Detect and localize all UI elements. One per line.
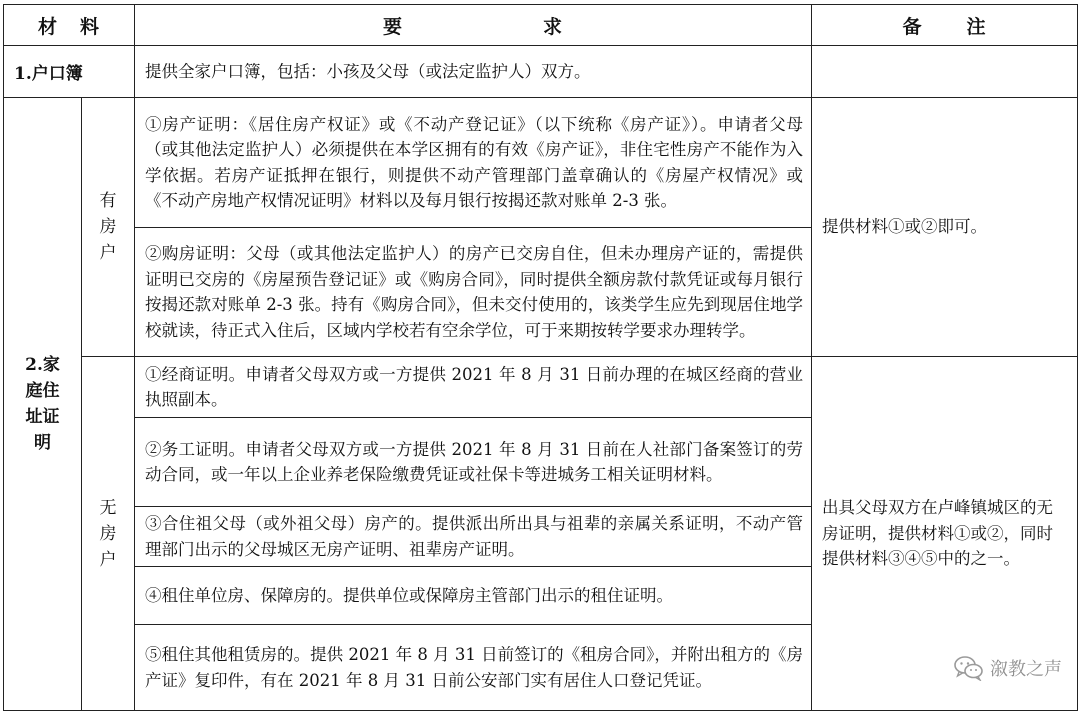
without-house-item-2: ②务工证明。申请者父母双方或一方提供 2021 年 8 月 31 日前在人社部门备案签订的劳动合同，或一年以上企业养老保险缴费凭证或社保卡等进城务工相关证明材料。 [135,418,812,507]
header-remark-char-1: 备 [902,15,923,38]
wechat-icon [954,655,984,681]
without-house-label-char-1: 无 [99,497,117,518]
watermark-text: 溆教之声 [990,659,1062,680]
header-row [4,5,1078,46]
row2-label-line-4: 明 [34,433,51,453]
with-house-item-1: ①房产证明：《居住房产权证》或《不动产登记证》（以下统称《房产证》）。申请者父母（或其他法定监护人）必须提供在本学区拥有的有效《房产证》，非住宅性房产不能作为入学依据。若房产证抵押在银行，则提供不动产管理部门盖章确认的《房屋产权情况》或《不动产房地产权情况证明》材料以及每月银行按揭还款对账单 2-3 张。 [135,98,812,228]
with-house-label [82,98,135,357]
without-house-label-char-3: 户 [99,549,117,570]
row2-label [4,98,82,711]
header-material-char-2: 料 [80,15,101,38]
with-house-item-2: ②购房证明：父母（或其他法定监护人）的房产已交房自住，但未办理房产证的，需提供证明已交房的《房屋预告登记证》或《购房合同》，同时提供全额房款付款凭证或每月银行按揭还款对账单 2-3 张。持有《购房合同》，但未交付使用的，该类学生应先到现居住地学校就读，待正式入住后，区域内学校若有空余学位，可于来期按转学要求办理转学。 [135,228,812,357]
row1-label: 1.户口簿 [4,46,135,98]
header-material-char-1: 材 [37,15,58,38]
row2-label-line-3: 址证 [25,407,60,427]
watermark [954,655,1062,681]
header-requirement [135,5,812,46]
row-household-register [4,46,1078,98]
without-house-remark: 出具父母双方在卢峰镇城区的无房证明，提供材料①或②，同时提供材料③④⑤中的之一。 [812,357,1078,711]
header-requirement-char-2: 求 [543,15,564,38]
row1-remark [812,46,1078,98]
header-remark-char-2: 注 [966,15,987,38]
without-house-label [82,357,135,711]
without-house-item-4: ④租住单位房、保障房的。提供单位或保障房主管部门出示的租住证明。 [135,567,812,625]
header-remark [812,5,1078,46]
row-without-house-item-1 [4,357,1078,418]
with-house-label-char-3: 户 [99,243,117,263]
with-house-remark: 提供材料①或②即可。 [812,98,1078,357]
with-house-label-char-2: 房 [99,217,117,237]
without-house-item-5: ⑤租住其他租赁房的。提供 2021 年 8 月 31 日前签订的《租房合同》，并附出租方的《房产证》复印件，有在 2021 年 8 月 31 日前公安部门实有居住人口登记凭证。 [135,625,812,711]
row1-text: 提供全家户口簿，包括：小孩及父母（或法定监护人）双方。 [135,46,812,98]
without-house-item-3: ③合住祖父母（或外祖父母）房产的。提供派出所出具与祖辈的亲属关系证明，不动产管理部门出示的父母城区无房产证明、祖辈房产证明。 [135,507,812,567]
row2-label-line-1: 2.家 [25,355,60,375]
without-house-label-char-2: 房 [99,523,117,544]
without-house-item-1: ①经商证明。申请者父母双方或一方提供 2021 年 8 月 31 日前办理的在城区经商的营业执照副本。 [135,357,812,418]
row-with-house-item-1 [4,98,1078,228]
header-requirement-char-1: 要 [382,15,403,38]
with-house-label-char-1: 有 [99,191,117,211]
requirements-table [3,4,1078,711]
header-material [4,5,135,46]
row2-label-line-2: 庭住 [25,381,60,401]
